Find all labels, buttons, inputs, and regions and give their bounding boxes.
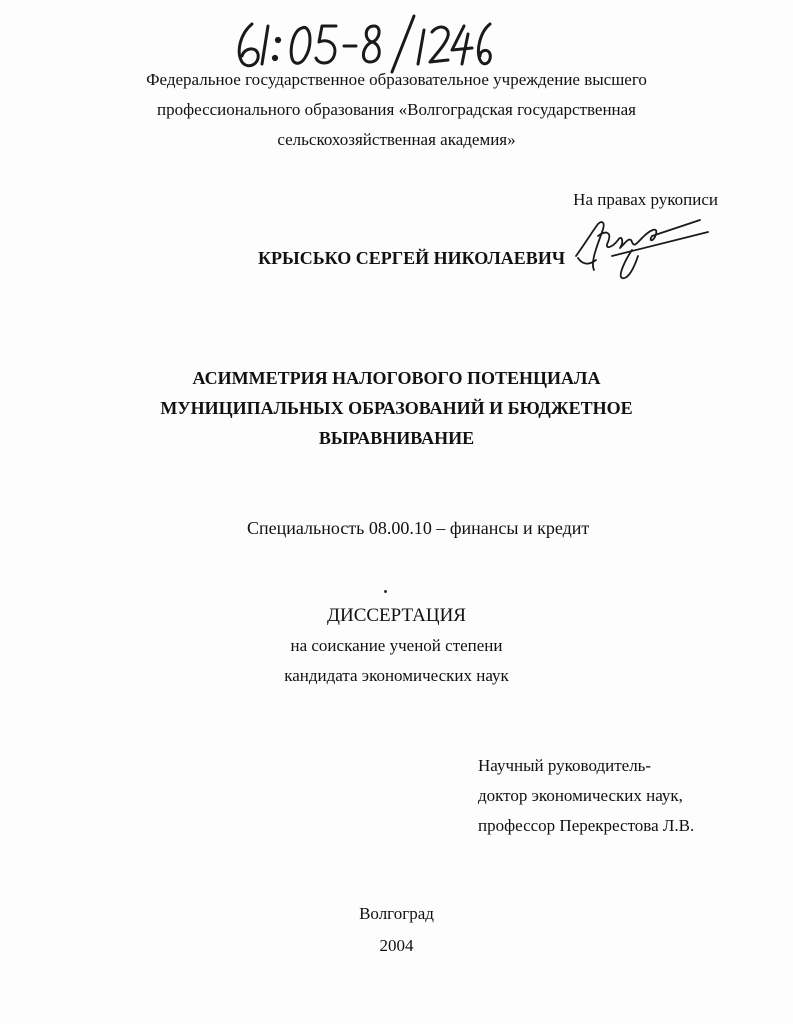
title-line-3: ВЫРАВНИВАНИЕ (318, 428, 475, 448)
dissertation-field-line: кандидата экономических наук (284, 666, 509, 685)
supervisor-line-1: Научный руководитель- (478, 756, 652, 775)
institution-line-3: сельскохозяйственная академия» (277, 130, 516, 149)
city: Волгоград (359, 904, 434, 923)
dissertation-degree-line: на соискание ученой степени (290, 636, 503, 655)
specialty-line: Специальность 08.00.10 – финансы и кредит (247, 518, 590, 538)
dissertation-heading: ДИССЕРТАЦИЯ (327, 605, 466, 626)
title-line-1: АСИММЕТРИЯ НАЛОГОВОГО ПОТЕНЦИАЛА (192, 368, 601, 388)
title-line-2: МУНИЦИПАЛЬНЫХ ОБРАЗОВАНИЙ И БЮДЖЕТНОЕ (160, 398, 633, 418)
supervisor-line-3: профессор Перекрестова Л.В. (478, 816, 695, 835)
year: 2004 (379, 936, 414, 955)
institution-line-2: профессионального образования «Волгоградская государственная (156, 100, 637, 119)
author-signature (572, 212, 712, 282)
institution-line-1: Федеральное государственное образовательное учреждение высшего (146, 70, 647, 89)
supervisor-line-2: доктор экономических наук, (478, 786, 683, 805)
rights-note: На правах рукописи (573, 190, 718, 209)
stray-ink-mark (384, 590, 387, 593)
handwritten-archive-code (232, 12, 492, 74)
author-name: КРЫСЬКО СЕРГЕЙ НИКОЛАЕВИЧ (258, 248, 566, 268)
